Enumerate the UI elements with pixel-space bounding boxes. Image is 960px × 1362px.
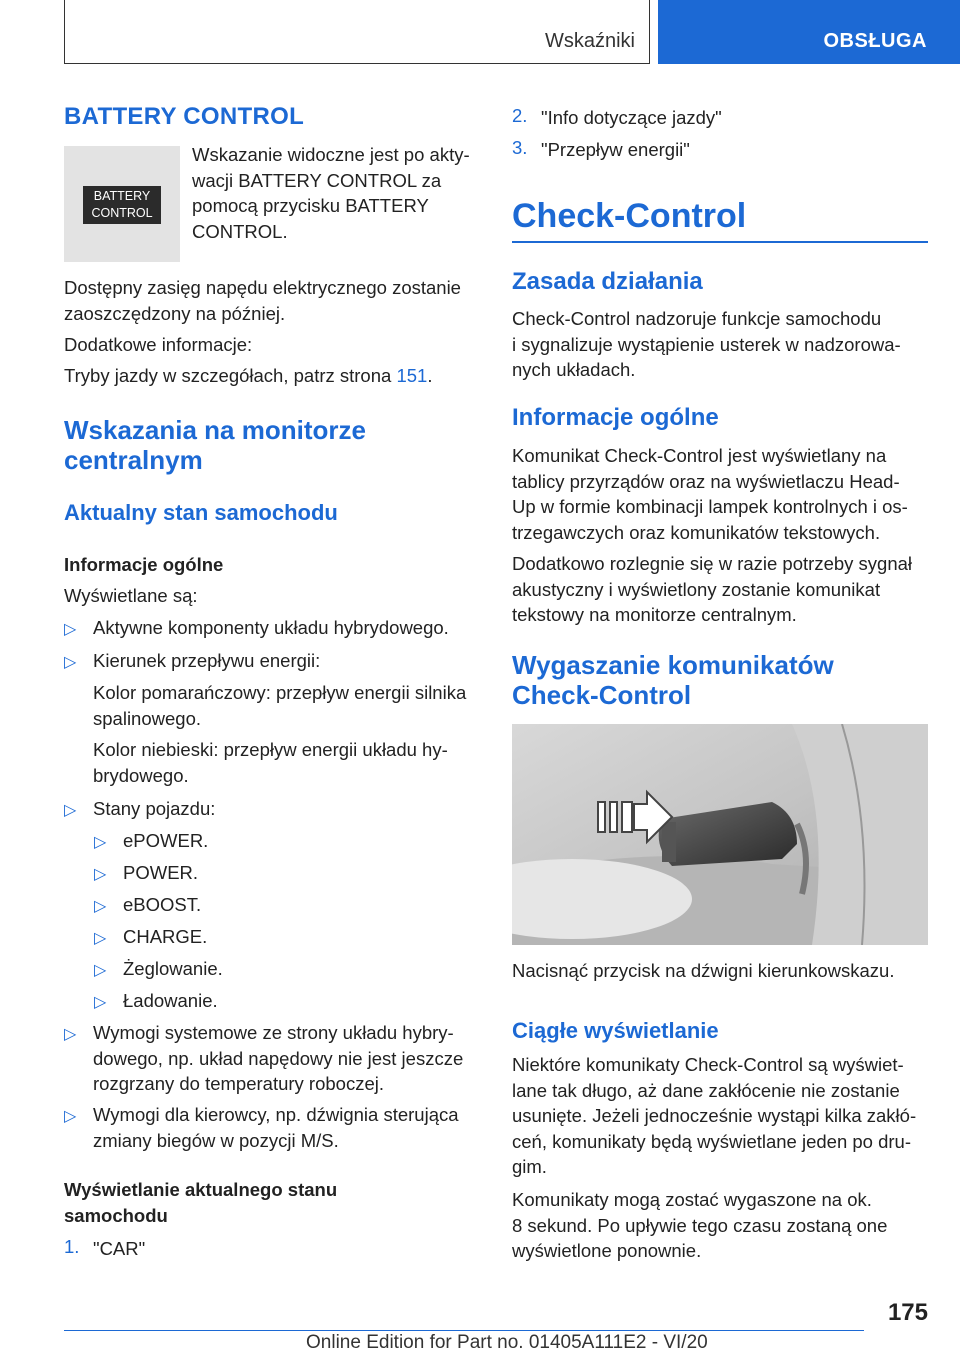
general-line: Up w formie kombinacji lampek kontrolnych i os- xyxy=(512,496,908,517)
continuous-heading: Ciągłe wyświetlanie xyxy=(512,1018,719,1043)
principle-line: i sygnalizuje wystąpienie usterek w nadzorowa- xyxy=(512,333,901,355)
orange-flow-text xyxy=(93,680,466,731)
menu-item-car: "CAR" xyxy=(93,1238,146,1259)
continuous-text xyxy=(512,1052,916,1180)
reference-suffix: . xyxy=(427,365,433,386)
battery-desc-line: pomocą przycisku BATTERY xyxy=(192,195,429,216)
press-instruction: Nacisnąć przycisk na dźwigni kierunkowskazu. xyxy=(512,960,895,981)
general-line: Komunikat Check-Control jest wyświetlany na xyxy=(512,445,887,466)
hide-heading-line: Wygaszanie komunikatów xyxy=(512,650,834,680)
additional-line: akustyczny i wyświetlony zostanie komunikat xyxy=(512,578,881,600)
battery-desc-line: Wskazanie widoczne jest po akty- xyxy=(192,144,470,165)
blue-flow-text xyxy=(93,737,448,788)
bullet-driver-requirements xyxy=(93,1102,459,1153)
orange-line: spalinowego. xyxy=(93,707,201,729)
state-eboost: eBOOST. xyxy=(123,894,202,915)
header-section-tab xyxy=(64,0,650,64)
display-state-line: samochodu xyxy=(64,1204,168,1226)
additional-text xyxy=(512,551,912,628)
state-heading: Aktualny stan samochodu xyxy=(64,500,338,525)
header-section-label: Wskaźniki xyxy=(544,30,635,52)
list-number: 2. xyxy=(512,105,528,126)
reference-text: Tryby jazdy w szczegółach, patrz strona xyxy=(64,365,397,386)
system-req-line: rozgrzany do temperatury roboczej. xyxy=(93,1073,384,1094)
blue-line: Kolor niebieski: przepływ energii układu hy- xyxy=(93,739,448,760)
page-link-151[interactable]: 151 xyxy=(396,365,428,386)
monitor-heading xyxy=(64,415,366,475)
battery-desc-line: wacji BATTERY CONTROL za xyxy=(192,169,442,191)
continuous-line: gim. xyxy=(512,1156,547,1177)
range-line: zaoszczędzony na później. xyxy=(64,302,286,324)
header-chapter-tab xyxy=(658,0,960,64)
hide-duration-line: wyświetlone ponownie. xyxy=(512,1240,702,1261)
battery-icon-line2: CONTROL xyxy=(91,206,153,220)
display-state-heading xyxy=(64,1177,337,1228)
driver-req-line: Wymogi dla kierowcy, np. dźwignia sterująca xyxy=(93,1104,459,1125)
monitor-heading-line: Wskazania na monitorze xyxy=(64,415,366,445)
general-text xyxy=(512,443,908,545)
battery-control-heading: BATTERY CONTROL xyxy=(64,103,305,130)
check-control-title: Check-Control xyxy=(512,197,747,235)
state-sailing: Żeglowanie. xyxy=(123,958,223,979)
system-req-line: dowego, np. układ napędowy nie jest jeszcze xyxy=(93,1047,464,1069)
additional-info-label: Dodatkowe informacje: xyxy=(64,334,253,355)
bullet-hybrid-components: Aktywne komponenty układu hybrydowego. xyxy=(93,617,449,638)
battery-control-icon xyxy=(64,146,180,262)
bullet-energy-flow: Kierunek przepływu energii: xyxy=(93,650,321,671)
hide-duration-line: 8 sekund. Po upływie tego czasu zostaną one xyxy=(512,1214,888,1236)
general-line: tablicy przyrządów oraz na wyświetlaczu Head- xyxy=(512,470,900,492)
sub-bullet-icon: ▷ xyxy=(94,898,107,915)
list-number: 3. xyxy=(512,137,528,158)
principle-line: nych układach. xyxy=(512,359,636,380)
bullet-triangle-icon: ▷ xyxy=(64,1026,77,1043)
page-number: 175 xyxy=(887,1299,928,1326)
monitor-heading-line: centralnym xyxy=(64,445,203,475)
general-info-heading: Informacje ogólne xyxy=(64,554,224,575)
orange-line: Kolor pomarańczowy: przepływ energii silnika xyxy=(93,682,467,703)
shown-label: Wyświetlane są: xyxy=(64,585,198,606)
principle-line: Check-Control nadzoruje funkcje samochodu xyxy=(512,308,882,329)
hide-messages-heading xyxy=(512,650,834,710)
title-rule xyxy=(512,241,928,243)
battery-icon-line1: BATTERY xyxy=(93,189,151,203)
menu-item-drive-info: "Info dotyczące jazdy" xyxy=(541,107,722,128)
state-charging: Ładowanie. xyxy=(123,990,218,1011)
state-power: POWER. xyxy=(123,862,199,883)
sub-bullet-icon: ▷ xyxy=(94,930,107,947)
footer-rule xyxy=(64,1330,864,1331)
bullet-triangle-icon: ▷ xyxy=(64,654,77,671)
hide-heading-line: Check-Control xyxy=(512,680,692,710)
principle-text xyxy=(512,306,901,383)
state-epower: ePOWER. xyxy=(123,830,209,851)
bullet-triangle-icon: ▷ xyxy=(64,1108,77,1125)
continuous-line: usunięte. Jeżeli jednocześnie wystąpi kilka zakłó- xyxy=(512,1105,917,1126)
sub-bullet-icon: ▷ xyxy=(94,834,107,851)
bullet-triangle-icon: ▷ xyxy=(64,802,77,819)
driver-req-line: zmiany biegów w pozycji M/S. xyxy=(93,1129,339,1151)
continuous-line: ceń, komunikaty będą wyświetlane jeden po dru- xyxy=(512,1130,912,1152)
state-charge: CHARGE. xyxy=(123,926,208,947)
edition-footer: Online Edition for Part no. 01405A111E2 - VI/20 xyxy=(306,1332,708,1353)
menu-item-energy-flow: "Przepływ energii" xyxy=(541,139,690,160)
battery-description xyxy=(192,142,470,244)
header-chapter-label: OBSŁUGA xyxy=(823,30,927,52)
system-req-line: Wymogi systemowe ze strony układu hybry- xyxy=(93,1022,454,1043)
sub-bullet-icon: ▷ xyxy=(94,994,107,1011)
bullet-triangle-icon: ▷ xyxy=(64,621,77,638)
general-line: trzegawczych oraz komunikatów tekstowych. xyxy=(512,521,881,543)
range-paragraph xyxy=(64,275,461,326)
continuous-line: lane tak długo, aż dane zakłócenie nie zostanie xyxy=(512,1079,900,1101)
sub-bullet-icon: ▷ xyxy=(94,866,107,883)
range-line: Dostępny zasięg napędu elektrycznego zostanie xyxy=(64,277,461,298)
hide-duration-line: Komunikaty mogą zostać wygaszone na ok. xyxy=(512,1189,872,1210)
display-state-line: Wyświetlanie aktualnego stanu xyxy=(64,1179,338,1200)
continuous-line: Niektóre komunikaty Check-Control są wyświet- xyxy=(512,1054,904,1075)
bullet-system-requirements xyxy=(93,1020,463,1097)
turn-signal-lever-illustration xyxy=(512,724,928,945)
sub-bullet-icon: ▷ xyxy=(94,962,107,979)
additional-line: Dodatkowo rozlegnie się w razie potrzeby sygnał xyxy=(512,553,913,574)
bullet-vehicle-states: Stany pojazdu: xyxy=(93,798,216,819)
hide-duration-text xyxy=(512,1187,887,1264)
battery-desc-line: CONTROL. xyxy=(192,220,288,242)
general-heading: Informacje ogólne xyxy=(512,404,719,431)
drive-modes-reference xyxy=(64,363,432,389)
list-number: 1. xyxy=(64,1236,80,1257)
blue-line: brydowego. xyxy=(93,764,189,786)
principle-heading: Zasada działania xyxy=(512,268,703,295)
additional-line: tekstowy na monitorze centralnym. xyxy=(512,604,797,625)
